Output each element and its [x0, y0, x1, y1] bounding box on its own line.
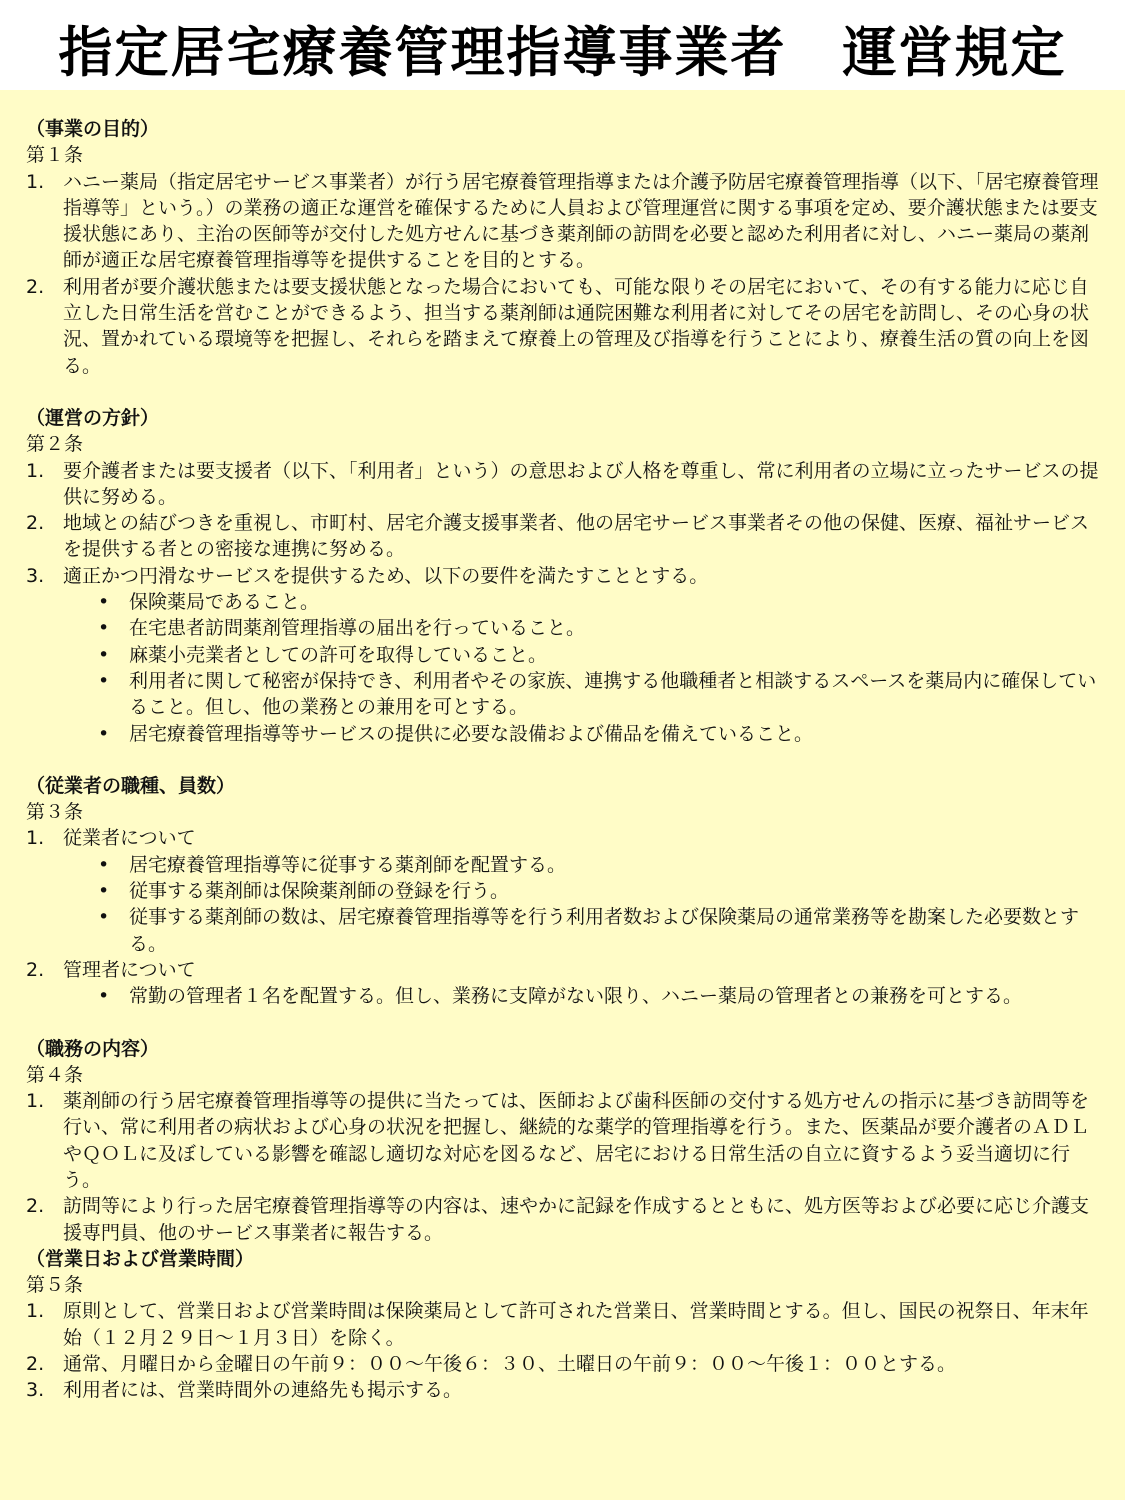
list-item: [26, 510, 1099, 563]
bullet-item: [92, 878, 1099, 904]
bullet-text: 常勤の管理者１名を配置する。但し、業務に支障がない限り、ハニー薬局の管理者との兼務を可とする。: [129, 985, 1023, 1008]
item-text: [63, 1351, 1099, 1377]
section: [26, 116, 1099, 379]
item-list: [26, 169, 1099, 379]
bullet-dot-icon: •: [98, 880, 110, 903]
bullet-item: [92, 983, 1099, 1009]
bullet-item: [92, 615, 1099, 641]
item-text-content: 薬剤師の行う居宅療養管理指導等の提供に当たっては、医師および歯科医師の交付する処方せんの指示に基づき訪問等を行い、常に利用者の病状および心身の状況を把握し、継続的な薬学的管理指導を行う。また、医薬品が要介護者のＡＤＬやＱＯＬに及ぼしている影響を確認し適切な対応を図るなど、居宅における日常生活の自立に資するよう妥当適切に行う。: [63, 1090, 1090, 1191]
item-text: [63, 458, 1099, 511]
article-number: 第３条: [26, 801, 84, 824]
item-text-content: 地域との結びつきを重視し、市町村、居宅介護支援事業者、他の居宅サービス事業者その他の保健、医療、福祉サービスを提供する者との密接な連携に努める。: [63, 512, 1090, 561]
item-number: 3.: [26, 1379, 45, 1402]
list-item: [26, 1193, 1099, 1246]
bullet-dot-icon: •: [98, 591, 110, 614]
list-item: [26, 1377, 1099, 1403]
bullet-item: [92, 642, 1099, 668]
list-item: [26, 1088, 1099, 1193]
section-heading: （従業者の職種、員数）: [26, 774, 236, 797]
list-item: [26, 1298, 1099, 1351]
item-text: [63, 510, 1099, 563]
item-list: [26, 1298, 1099, 1403]
item-text-content: 利用者が要介護状態または要支援状態となった場合においても、可能な限りその居宅において、その有する能力に応じ自立した日常生活を営むことができるよう、担当する薬剤師は通院困難な利用者に対してその居宅を訪問し、その心身の状況、置かれている環境等を把握し、それらを踏まえて療養上の管理及び指導を行うことにより、療養生活の質の向上を図る。: [63, 275, 1090, 377]
item-number: 1.: [26, 827, 45, 850]
item-number: 2.: [26, 1353, 45, 1376]
bullet-item: [92, 589, 1099, 615]
section: [26, 773, 1099, 1010]
item-text-content: 通常、月曜日から金曜日の午前９：００～午後６：３０、土曜日の午前９：００～午後１：００とする。: [63, 1353, 957, 1376]
article-number: 第４条: [26, 1063, 84, 1086]
list-item: [26, 825, 1099, 851]
bullet-dot-icon: •: [98, 853, 110, 876]
bullet-list: [26, 852, 1099, 957]
bullet-list: [26, 983, 1099, 1009]
bullet-text: 居宅療養管理指導等に従事する薬剤師を配置する。: [129, 853, 567, 876]
bullet-dot-icon: •: [98, 985, 110, 1008]
list-item: [26, 563, 1099, 589]
item-number: 2.: [26, 512, 45, 535]
bullet-text: 麻薬小売業者としての許可を取得していること。: [129, 643, 548, 666]
item-number: 1.: [26, 459, 45, 482]
item-number: 1.: [26, 1300, 45, 1323]
bullet-item: [92, 852, 1099, 878]
bullet-item: [92, 668, 1099, 721]
section-heading: （営業日および営業時間）: [26, 1247, 255, 1270]
list-item: [26, 169, 1099, 274]
item-text-content: ハニー薬局（指定居宅サービス事業者）が行う居宅療養管理指導または介護予防居宅療養管理指導（以下、「居宅療養管理指導等」という。）の業務の適正な運営を確保するために人員および管理運営に関する事項を定め、要介護状態または要支援状態にあり、主治の医師等が交付した処方せんに基づき薬剤師の訪問を必要と認めた利用者に対し、ハニー薬局の薬剤師が適正な居宅療養管理指導等を提供することを目的とする。: [63, 170, 1099, 272]
bullet-item: [92, 904, 1099, 957]
item-text: [63, 957, 1099, 983]
bullet-list: [26, 589, 1099, 747]
section-heading: （運営の方針）: [26, 406, 160, 429]
section: [26, 1036, 1099, 1246]
item-text-content: 利用者には、営業時間外の連絡先も掲示する。: [63, 1379, 463, 1402]
bullet-text: 利用者に関して秘密が保持でき、利用者やその家族、連携する他職種者と相談するスペースを薬局内に確保していること。但し、他の業務との兼用を可とする。: [129, 669, 1097, 719]
item-list: [26, 825, 1099, 1009]
bullet-dot-icon: •: [98, 906, 110, 929]
item-list: [26, 458, 1099, 747]
bullet-text: 従事する薬剤師は保険薬剤師の登録を行う。: [129, 880, 510, 903]
item-text-content: 適正かつ円滑なサービスを提供するため、以下の要件を満たすこととする。: [63, 564, 709, 587]
list-item: [26, 957, 1099, 983]
document-body: [0, 90, 1125, 1500]
item-number: 2.: [26, 275, 45, 298]
item-text: [63, 1193, 1099, 1246]
bullet-text: 従事する薬剤師の数は、居宅療養管理指導等を行う利用者数および保険薬局の通常業務等を勘案した必要数とする。: [129, 906, 1080, 955]
article-number: 第１条: [26, 144, 84, 167]
bullet-dot-icon: •: [98, 722, 110, 745]
header: [0, 0, 1125, 96]
item-text-content: 原則として、営業日および営業時間は保険薬局として許可された営業日、営業時間とする。但し、国民の祝祭日、年末年始（１２月２９日～１月３日）を除く。: [63, 1300, 1089, 1349]
item-text: [63, 825, 1099, 851]
item-number: 2.: [26, 1195, 45, 1218]
item-number: 1.: [26, 170, 45, 193]
item-text: [63, 563, 1099, 589]
item-text-content: 管理者について: [63, 958, 196, 981]
bullet-text: 保険薬局であること。: [129, 591, 320, 614]
section-heading: （事業の目的）: [26, 118, 160, 140]
item-number: 2.: [26, 958, 45, 981]
item-text: [63, 169, 1099, 274]
item-number: 1.: [26, 1090, 45, 1113]
list-item: [26, 458, 1099, 511]
item-text: [63, 1377, 1099, 1403]
bullet-dot-icon: •: [98, 669, 110, 692]
list-item: [26, 274, 1099, 379]
item-text-content: 要介護者または要支援者（以下、「利用者」という）の意思および人格を尊重し、常に利用者の立場に立ったサービスの提供に努める。: [63, 459, 1099, 508]
article-number: 第２条: [26, 433, 84, 456]
page-title: 指定居宅療養管理指導事業者 運営規定: [58, 20, 1067, 84]
item-text: [63, 274, 1099, 379]
item-text-content: 従業者について: [63, 827, 196, 850]
item-number: 3.: [26, 564, 45, 587]
section-heading: （職務の内容）: [26, 1037, 160, 1060]
item-list: [26, 1088, 1099, 1246]
bullet-dot-icon: •: [98, 643, 110, 666]
section: [26, 405, 1099, 747]
item-text: [63, 1298, 1099, 1351]
item-text-content: 訪問等により行った居宅療養管理指導等の内容は、速やかに記録を作成するとともに、処方医等および必要に応じ介護支援専門員、他のサービス事業者に報告する。: [63, 1195, 1090, 1244]
list-item: [26, 1351, 1099, 1377]
bullet-text: 居宅療養管理指導等サービスの提供に必要な設備および備品を備えていること。: [129, 722, 814, 745]
section: [26, 1246, 1099, 1404]
item-text: [63, 1088, 1099, 1193]
article-number: 第５条: [26, 1274, 84, 1297]
bullet-dot-icon: •: [98, 617, 110, 640]
bullet-item: [92, 721, 1099, 747]
bullet-text: 在宅患者訪問薬剤管理指導の届出を行っていること。: [129, 617, 586, 640]
